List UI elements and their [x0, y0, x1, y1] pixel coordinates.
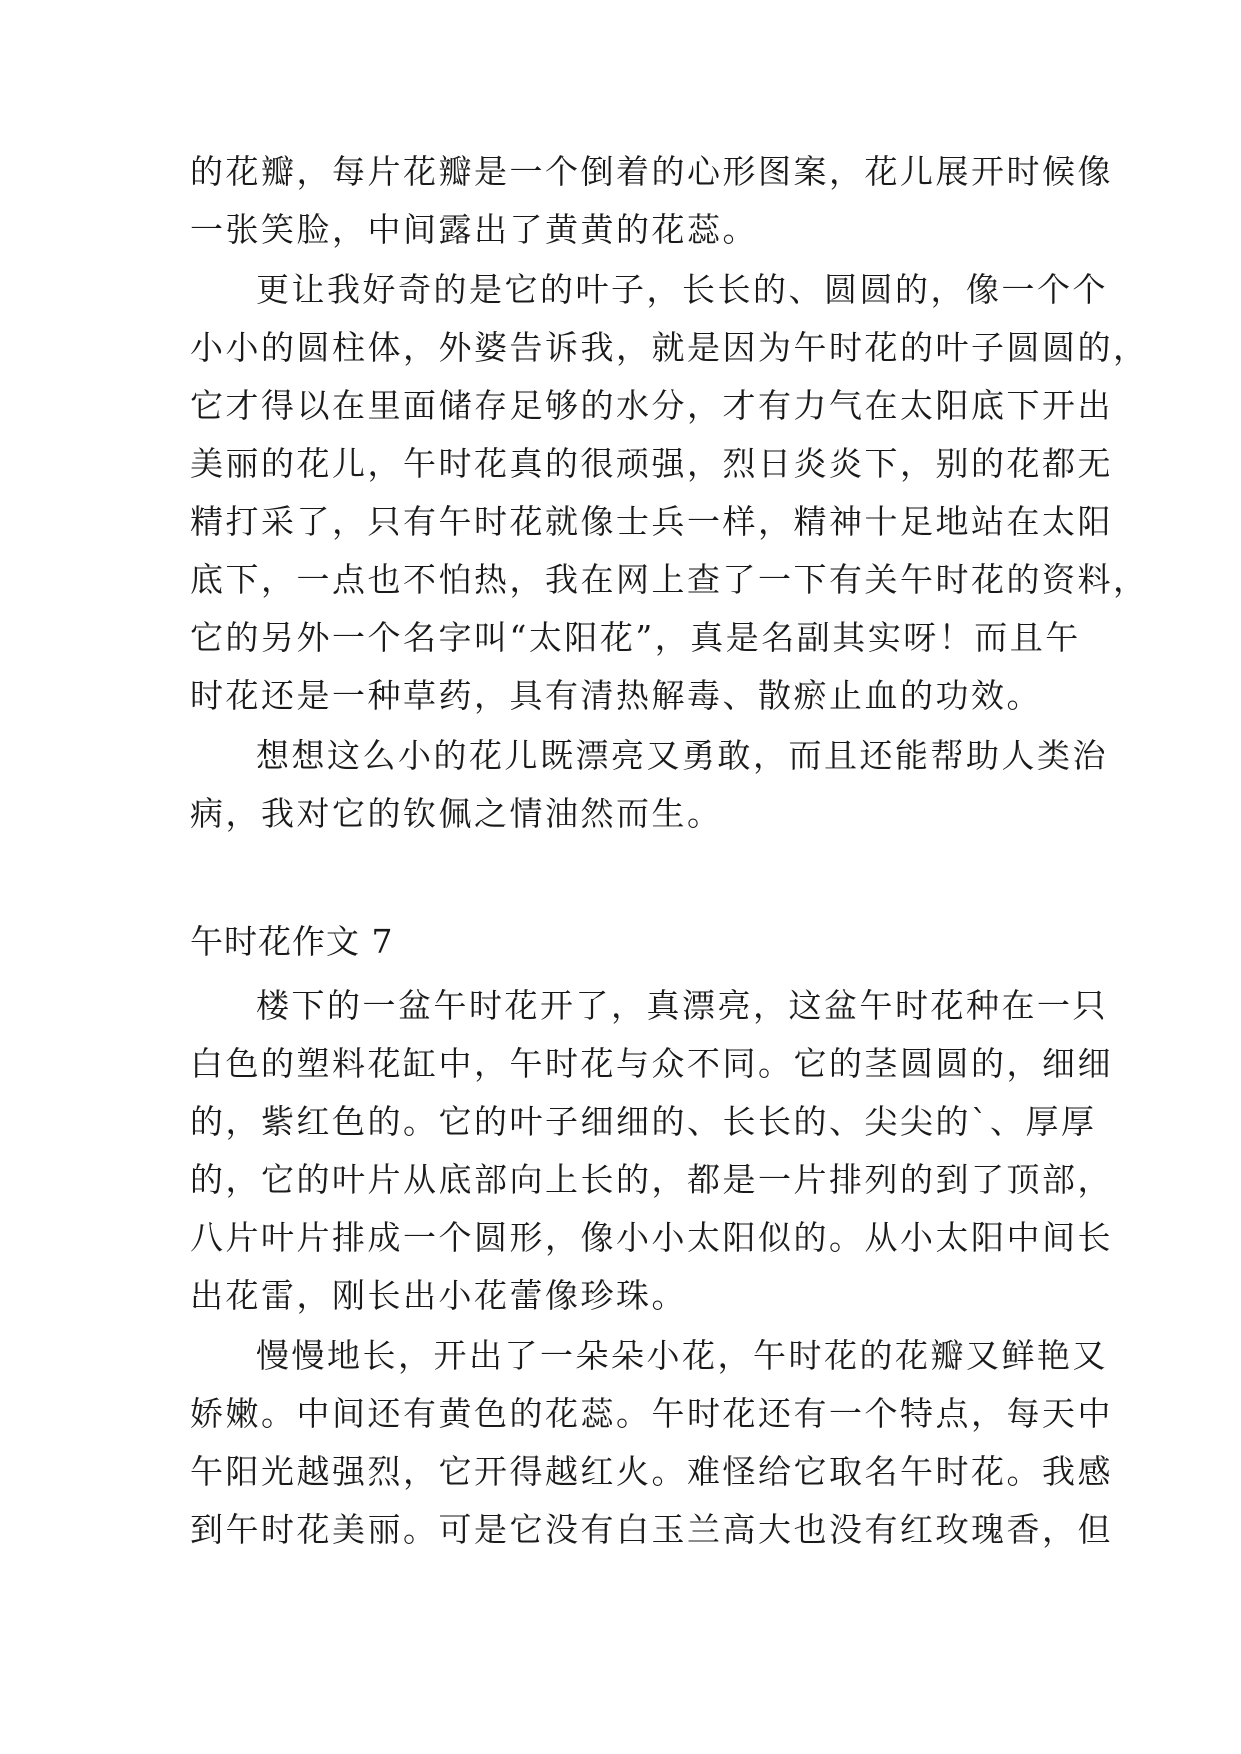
- paragraph-line: 美丽的花儿，午时花真的很顽强，烈日炎炎下，别的花都无: [190, 444, 1113, 483]
- paragraph-line: 更让我好奇的是它的叶子，长长的、圆圆的，像一个个: [256, 270, 1108, 309]
- paragraph-line: 想想这么小的花儿既漂亮又勇敢，而且还能帮助人类治: [256, 736, 1108, 775]
- paragraph-line: 八片叶片排成一个圆形，像小小太阳似的。从小太阳中间长: [190, 1218, 1113, 1257]
- paragraph-line: 楼下的一盆午时花开了，真漂亮，这盆午时花种在一只: [256, 986, 1108, 1025]
- paragraph-line: 小小的圆柱体，外婆告诉我，就是因为午时花的叶子圆圆的，: [190, 328, 1149, 367]
- paragraph-line: 的，它的叶片从底部向上长的，都是一片排列的到了顶部，: [190, 1160, 1113, 1199]
- paragraph-line: 出花雷，刚长出小花蕾像珍珠。: [190, 1276, 687, 1315]
- section-heading: 午时花作文 7: [190, 922, 394, 961]
- paragraph-line: 娇嫩。中间还有黄色的花蕊。午时花还有一个特点，每天中: [190, 1394, 1113, 1433]
- paragraph-line: 午阳光越强烈，它开得越红火。难怪给它取名午时花。我感: [190, 1452, 1113, 1491]
- paragraph-line: 的花瓣，每片花瓣是一个倒着的心形图案，花儿展开时候像: [190, 152, 1113, 191]
- paragraph-line: 精打采了，只有午时花就像士兵一样，精神十足地站在太阳: [190, 502, 1113, 541]
- paragraph-line: 的，紫红色的。它的叶子细细的、长长的、尖尖的`、厚厚: [190, 1102, 1097, 1141]
- paragraph-line: 时花还是一种草药，具有清热解毒、散瘀止血的功效。: [190, 676, 1042, 715]
- paragraph-line: 慢慢地长，开出了一朵朵小花，午时花的花瓣又鲜艳又: [256, 1336, 1108, 1375]
- paragraph-line: 病，我对它的钦佩之情油然而生。: [190, 794, 723, 833]
- paragraph-line: 底下，一点也不怕热，我在网上查了一下有关午时花的资料，: [190, 560, 1149, 599]
- paragraph-line: 白色的塑料花缸中，午时花与众不同。它的茎圆圆的，细细: [190, 1044, 1113, 1083]
- paragraph-line: 它才得以在里面储存足够的水分，才有力气在太阳底下开出: [190, 386, 1113, 425]
- paragraph-line: 它的另外一个名字叫“太阳花”，真是名副其实呀！而且午: [190, 618, 1081, 657]
- paragraph-line: 一张笑脸，中间露出了黄黄的花蕊。: [190, 210, 758, 249]
- paragraph-line: 到午时花美丽。可是它没有白玉兰高大也没有红玫瑰香，但: [190, 1510, 1113, 1549]
